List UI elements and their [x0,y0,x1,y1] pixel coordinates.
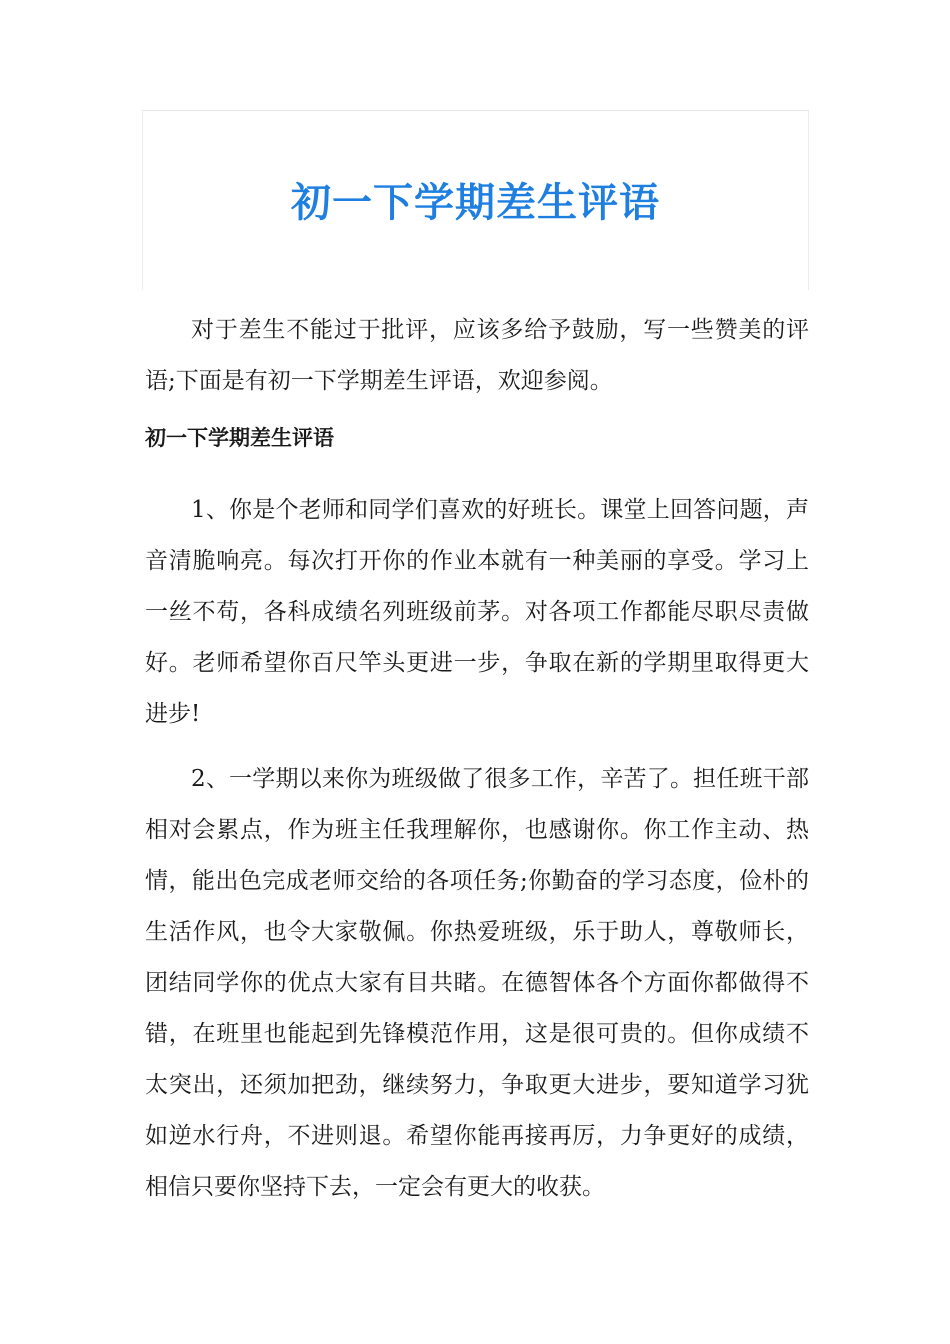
comment-item-2: 2、一学期以来你为班级做了很多工作，辛苦了。担任班干部相对会累点，作为班主任我理解你，也感谢你。你工作主动、热情，能出色完成老师交给的各项任务;你勤奋的学习态度，俭朴的生活作风，也令大家敬佩。你热爱班级，乐于助人，尊敬师长，团结同学你的优点大家有目共睹。在德智体各个方面你都做得不错，在班里也能起到先锋模范作用，这是很可贵的。但你成绩不太突出，还须加把劲，继续努力，争取更大进步，要知道学习犹如逆水行舟，不进则退。希望你能再接再厉，力争更好的成绩，相信只要你坚持下去，一定会有更大的收获。 [145,766,809,1200]
section-heading: 初一下学期差生评语 [145,426,334,450]
document-title: 初一下学期差生评语 [291,180,660,226]
comment-item-1: 1、你是个老师和同学们喜欢的好班长。课堂上回答问题，声音清脆响亮。每次打开你的作业本就有一种美丽的享受。学习上一丝不苟，各科成绩名列班级前茅。对各项工作都能尽职尽责做好。老师希望你百尺竿头更进一步，争取在新的学期里取得更大进步! [145,497,809,727]
intro-paragraph: 对于差生不能过于批评，应该多给予鼓励，写一些赞美的评语;下面是有初一下学期差生评语，欢迎参阅。 [145,317,809,394]
title-box [142,110,809,290]
document-body [145,305,809,1227]
